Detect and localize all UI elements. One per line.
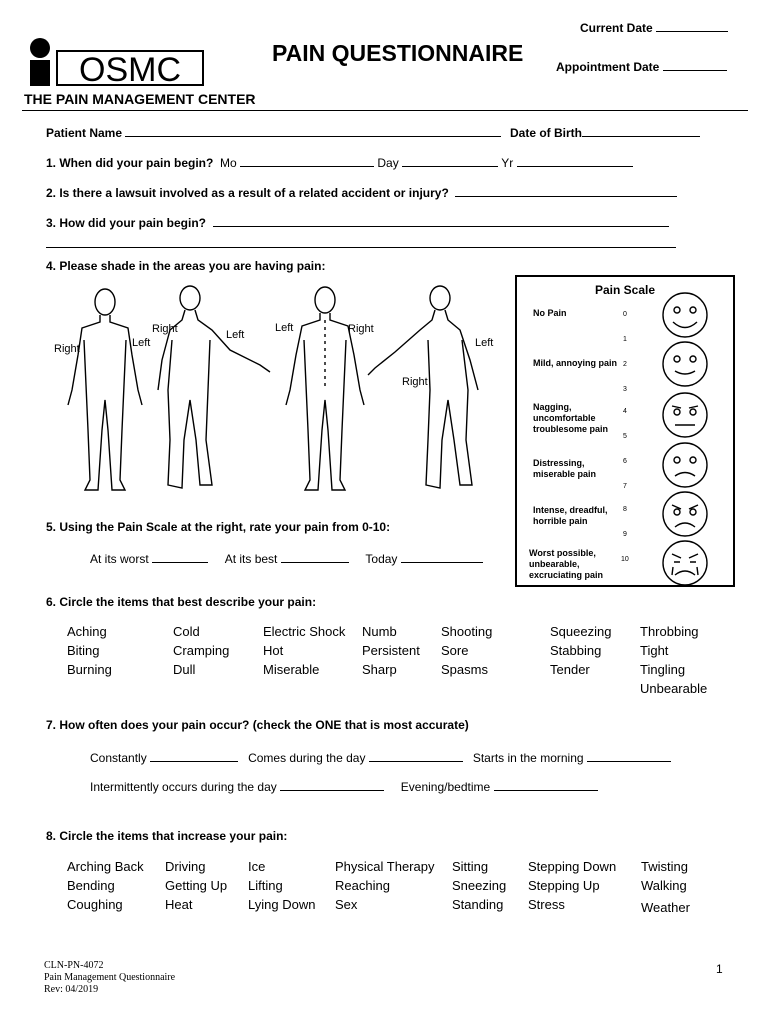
label-left-2: Left — [226, 329, 245, 341]
q3-answer-line-2[interactable] — [46, 247, 676, 248]
pain-number: 5 — [623, 433, 627, 440]
pain-number: 1 — [623, 336, 627, 343]
q6-column[interactable]: Squeezing Stabbing Tender — [550, 624, 612, 677]
pain-level-label: troublesome pain — [533, 424, 609, 434]
form-revision: Rev: 04/2019 — [44, 984, 99, 995]
page-title: PAIN QUESTIONNAIRE — [272, 40, 524, 66]
q6-column[interactable]: Throbbing Tight Tingling Unbearable — [640, 624, 708, 696]
back-figure — [286, 287, 364, 490]
q5-worst-input[interactable] — [152, 550, 208, 563]
q8-column[interactable]: Sitting Sneezing Standing — [452, 859, 507, 912]
q5-today-input[interactable] — [401, 550, 483, 563]
pain-scale-chart — [515, 275, 735, 587]
label-left-1: Left — [132, 337, 151, 349]
q8-column[interactable]: Twisting Walking Weather — [641, 859, 690, 915]
pain-number: 4 — [623, 408, 627, 415]
q1-year-input[interactable] — [517, 154, 633, 167]
pain-level-label: Distressing, — [533, 458, 585, 468]
front-figure — [68, 289, 142, 490]
q5-best-input[interactable] — [281, 550, 349, 563]
pain-level-label: Worst possible, — [529, 548, 596, 558]
q8-column[interactable]: Stepping Down Stepping Up Stress — [528, 859, 617, 912]
q1-month-input[interactable] — [240, 154, 374, 167]
q7-constantly-input[interactable] — [150, 749, 238, 762]
q7-intermittent-input[interactable] — [280, 778, 384, 791]
pain-level-label: Intense, dreadful, — [533, 505, 608, 515]
label-right-3: Right — [348, 323, 374, 335]
q7-evening-input[interactable] — [494, 778, 598, 791]
q7-heading: 7. How often does your pain occur? (check the ONE that is most accurate) — [46, 718, 469, 732]
center-name: THE PAIN MANAGEMENT CENTER — [24, 91, 256, 107]
pain-level-label: uncomfortable — [533, 413, 596, 423]
pain-number: 0 — [623, 311, 627, 318]
label-left-4: Left — [475, 337, 494, 349]
q8-column[interactable]: Physical Therapy Reaching Sex — [335, 859, 435, 912]
q6-column[interactable]: Shooting Sore Spasms — [441, 624, 493, 677]
q6-column[interactable]: Electric Shock Hot Miserable — [263, 624, 346, 677]
q7-row-1: Constantly Comes during the day Starts in the morning — [90, 749, 671, 765]
q7-row-2: Intermittently occurs during the day Evening/bedtime — [90, 778, 598, 794]
q8-column[interactable]: Driving Getting Up Heat — [165, 859, 228, 912]
q8-column[interactable]: Arching Back Bending Coughing — [67, 859, 144, 912]
pain-level-label: excruciating pain — [529, 570, 604, 580]
label-right-1: Right — [54, 343, 80, 355]
logo-text: OSMC — [79, 51, 181, 88]
q2-row: 2. Is there a lawsuit involved as a result of a related accident or injury? — [46, 184, 677, 200]
pain-level-label: No Pain — [533, 308, 567, 318]
pain-number: 6 — [623, 458, 627, 465]
q2-answer-input[interactable] — [455, 184, 677, 197]
pain-number: 2 — [623, 361, 627, 368]
q7-morning-input[interactable] — [587, 749, 671, 762]
q3-row: 3. How did your pain begin? — [46, 214, 669, 230]
footer-info — [44, 960, 175, 996]
q6-column[interactable]: Cold Cramping Dull — [173, 624, 230, 677]
pain-level-label: Nagging, — [533, 402, 572, 412]
pain-level-label: Mild, annoying pain — [533, 358, 617, 368]
pain-level-label: unbearable, — [529, 559, 580, 569]
appointment-date-field[interactable]: Appointment Date — [556, 58, 727, 74]
date-of-birth-field[interactable]: Date of Birth — [510, 124, 700, 140]
q3-answer-input[interactable] — [213, 214, 669, 227]
q5-heading: 5. Using the Pain Scale at the right, rate your pain from 0-10: — [46, 520, 391, 534]
pain-number: 3 — [623, 386, 627, 393]
pain-number: 10 — [621, 556, 629, 563]
current-date-field[interactable]: Current Date — [580, 19, 728, 35]
osmc-logo — [26, 38, 206, 88]
side-figure-left — [158, 286, 270, 488]
pain-scale-title: Pain Scale — [595, 283, 656, 297]
q5-row: At its worst At its best Today — [90, 550, 483, 566]
form-name: Pain Management Questionnaire — [44, 972, 176, 983]
q8-column[interactable]: Ice Lifting Lying Down — [248, 859, 316, 912]
q6-heading: 6. Circle the items that best describe your pain: — [46, 595, 317, 609]
q7-comes-day-input[interactable] — [369, 749, 463, 762]
q4-heading: 4. Please shade in the areas you are having pain: — [46, 259, 326, 273]
header-divider — [22, 110, 748, 111]
form-code: CLN-PN-4072 — [44, 960, 104, 971]
label-right-2: Right — [152, 323, 178, 335]
body-diagrams[interactable] — [50, 280, 500, 500]
q1-row: 1. When did your pain begin? Mo Day Yr — [46, 154, 633, 170]
label-left-3: Left — [275, 322, 294, 334]
q6-column[interactable]: Numb Persistent Sharp — [362, 624, 420, 677]
pain-number: 9 — [623, 531, 627, 538]
q6-column[interactable]: Aching Biting Burning — [67, 624, 112, 677]
pain-number: 8 — [623, 506, 627, 513]
pain-level-label: horrible pain — [533, 516, 588, 526]
q1-day-input[interactable] — [402, 154, 498, 167]
label-right-4: Right — [402, 376, 428, 388]
page-number: 1 — [716, 962, 723, 976]
pain-level-label: miserable pain — [533, 469, 597, 479]
q8-heading: 8. Circle the items that increase your pain: — [46, 829, 288, 843]
pain-number: 7 — [623, 483, 627, 490]
patient-name-field[interactable]: Patient Name — [46, 124, 501, 140]
